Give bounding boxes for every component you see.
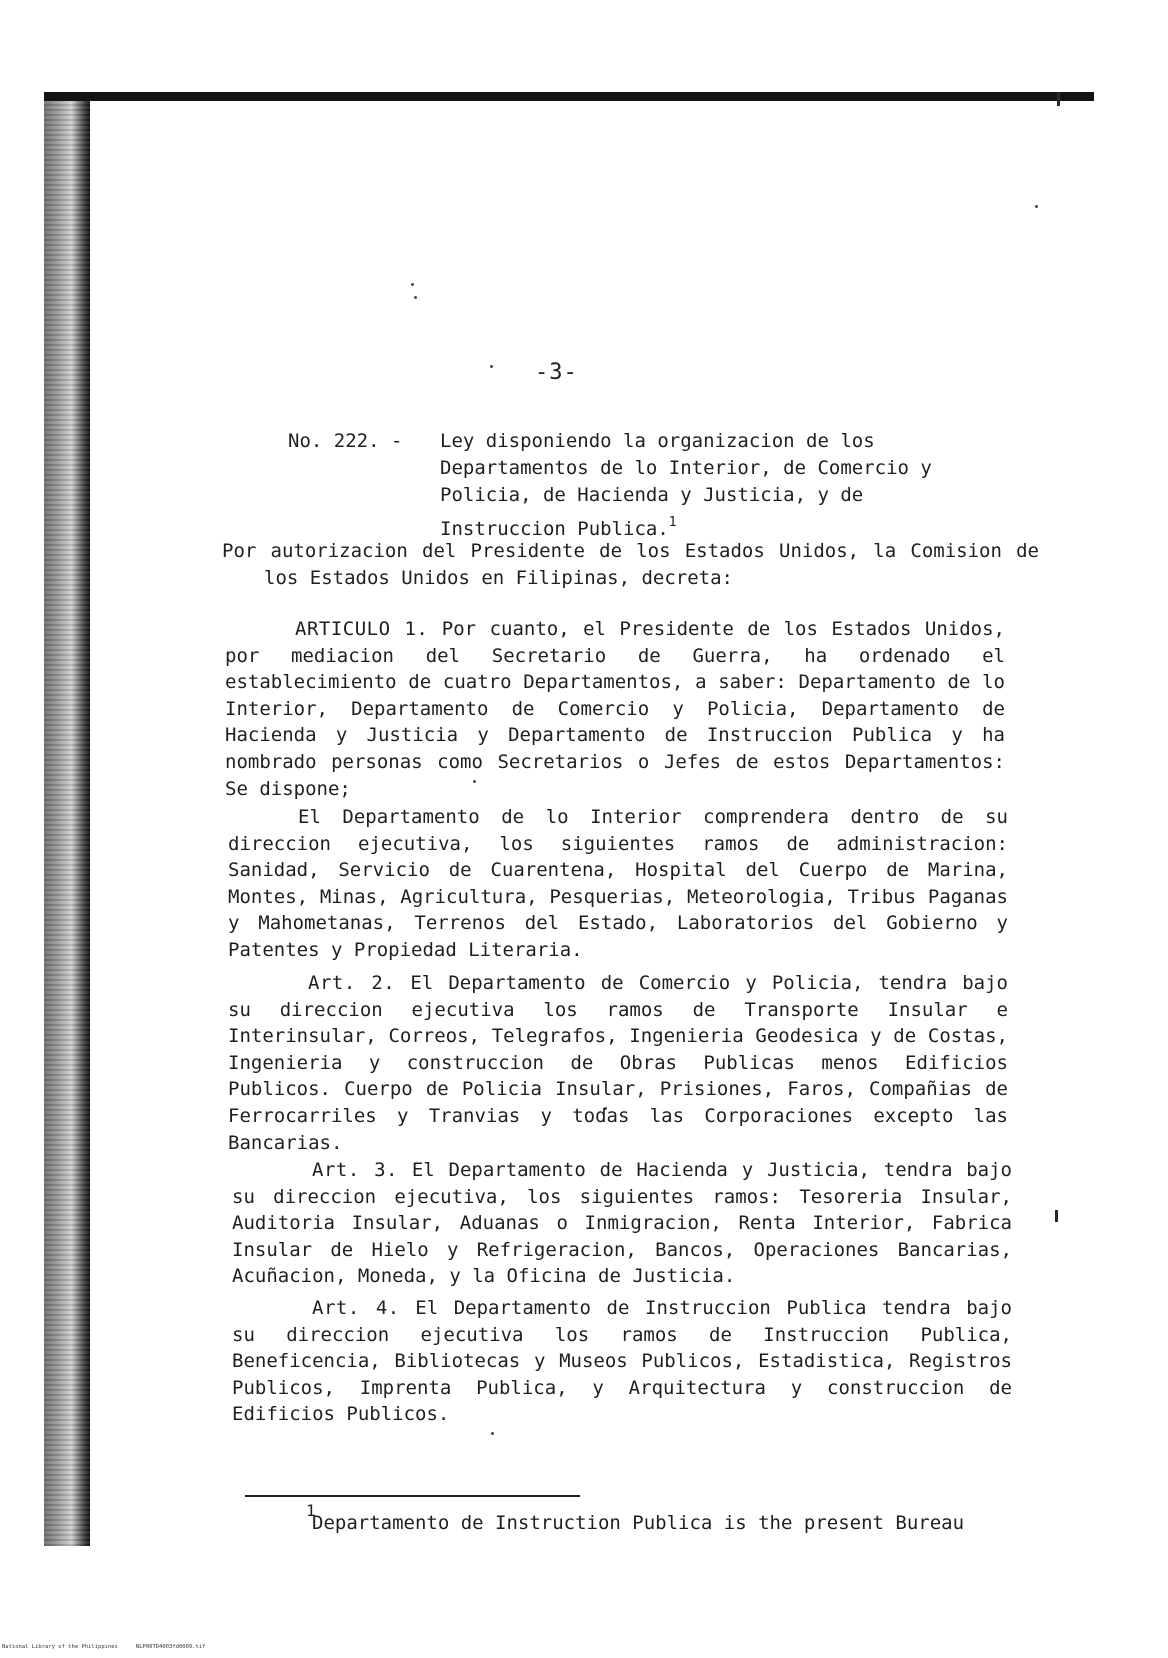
binding-edge (44, 96, 90, 1556)
law-title-text: Ley disponiendo la organizacion de los Departamentos de lo Interior, de Comercio y Policia, de Hacienda y Justicia, y de Instruccion Publica. (440, 430, 932, 540)
preamble: Por autorizacion del Presidente de los Estados Unidos, la Comision de los Estados Unidos en Filipinas, decreta: (222, 540, 1039, 589)
footnote-text: Departamento de Instruction Publica is the present Bureau (312, 1512, 965, 1534)
page-number: -3- (535, 360, 578, 385)
article-text: El Departamento de Comercio y Policia, tendra bajo su direccion ejecutiva los ramos de Transporte Insular e Interinsular, Correos, Telegrafos, Ingenieria Geodesica y de Costas, Ingenieria y construccion de Obras Publicas menos Edificios Publicos. Cuerpo de Policia Insular, Prisiones, Faros, Compañias de Ferrocarriles y Tranvias y todas las Corporaciones excepto las Bancarias. (228, 972, 1008, 1154)
scan-speck (490, 365, 493, 368)
footnote-ref: 1 (668, 515, 677, 530)
scan-speck (411, 283, 414, 286)
library-name: National Library of the Philippines (2, 1644, 118, 1650)
law-header (288, 428, 1008, 543)
article-label: Art. 2. (308, 972, 396, 994)
law-number: No. 222. - (288, 430, 403, 452)
law-title (440, 428, 1000, 543)
article-label: ARTICULO 1. (295, 618, 429, 640)
article-2 (228, 970, 1008, 1156)
scan-speck (414, 296, 417, 299)
bottom-margin (0, 1546, 1168, 1658)
footnote-mark: 1 (306, 1501, 316, 1520)
footnote-divider (245, 1495, 580, 1497)
scan-caption (2, 1644, 205, 1650)
file-name: NLP00TD4003fd0009.tif (135, 1644, 206, 1650)
footnote (306, 1501, 1012, 1536)
article-1 (225, 616, 1005, 802)
article-label: Art. 4. (312, 1297, 400, 1319)
scan-speck (491, 1432, 494, 1435)
article-text: El Departamento de Instruccion Publica tendra bajo su direccion ejecutiva los ramos de Instruccion Publica, Beneficencia, Bibliotecas y Museos Publicos, Estadistica, Registros Publicos, Imprenta Publica, y Arquitectura y construccion de Edificios Publicos. (232, 1297, 1012, 1426)
edge-mark (1057, 92, 1060, 106)
article-3 (232, 1157, 1012, 1290)
article-text: El Departamento de lo Interior comprendera dentro de su direccion ejecutiva, los siguientes ramos de administracion: Sanidad, Servicio de Cuarentena, Hospital del Cuerpo de Marina, Montes, Minas, Agricultura, Pesquerias, Meteorologia, Tribus Paganas y Mahometanas, Terrenos del Estado, Laboratorios del Gobierno y Patentes y Propiedad Literaria. (228, 806, 1008, 961)
scan-speck (1035, 205, 1038, 208)
article-text: Por cuanto, el Presidente de los Estados Unidos, por mediacion del Secretario de Guerra, ha ordenado el establecimiento de cuatro Departamentos, a saber: Departamento de lo Interior, Departamento de Comercio y Policia, Departamento de Hacienda y Justicia y Departamento de Instruccion Publica y ha nombrado personas como Secretarios o Jefes de estos Departamentos: Se dispone; (225, 618, 1005, 800)
article-4 (232, 1295, 1012, 1428)
article-text: El Departamento de Hacienda y Justicia, tendra bajo su direccion ejecutiva, los siguientes ramos: Tesoreria Insular, Auditoria Insular, Aduanas o Inmigracion, Renta Interior, Fabrica Insular de Hielo y Refrigeracion, Bancos, Operaciones Bancarias, Acuñacion, Moneda, y la Oficina de Justicia. (232, 1159, 1012, 1288)
interior-paragraph (228, 804, 1008, 964)
edge-mark (1055, 1210, 1058, 1222)
page-top-edge (44, 92, 1094, 101)
article-label: Art. 3. (312, 1159, 398, 1181)
